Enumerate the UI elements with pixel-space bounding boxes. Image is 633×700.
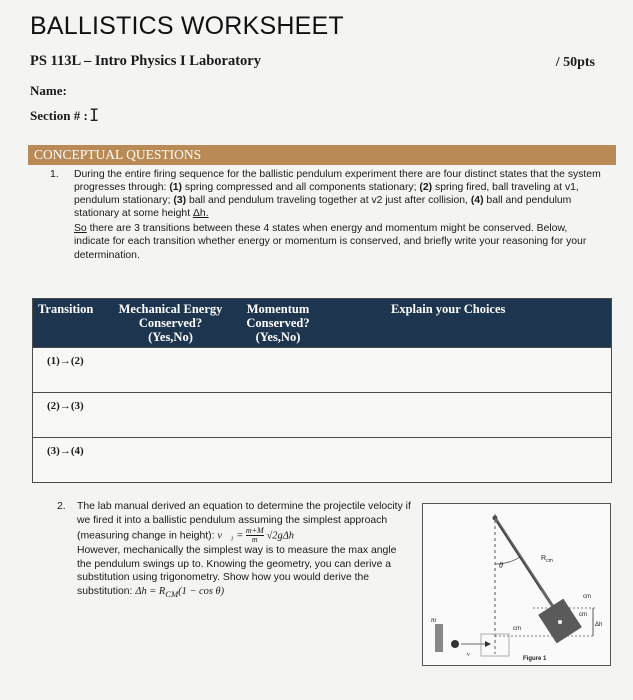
header-mechanical-energy [113, 302, 228, 344]
fraction-numerator: m+M [245, 526, 264, 536]
section-banner: CONCEPTUAL QUESTIONS [28, 145, 616, 165]
so-text: So [74, 223, 87, 235]
state-1-number: (1) [169, 182, 183, 194]
transition-label: (2)→(3) [47, 400, 84, 412]
transition-label: (3)→(4) [47, 445, 84, 457]
name-label: Name: [30, 83, 67, 98]
theta-label: θ [499, 561, 503, 570]
transition-instructions: there are 3 transitions between these 4 states when energy and momentum might be conserved. Below, indicate for each transition whether energy or momentum is conserved, and briefly write your reasoning for your determination. [74, 223, 587, 261]
table-row[interactable] [33, 347, 611, 392]
velocity-equation-lhs: v⃗₁ = [217, 530, 246, 542]
launcher-body [435, 624, 443, 652]
question-1 [50, 168, 605, 262]
table-row[interactable] [33, 437, 611, 482]
question-2-text-2 [77, 544, 412, 601]
state-3-text: ball and pendulum traveling together at v2 just after collision, [186, 195, 471, 207]
course-name: PS 113L – Intro Physics I Laboratory [30, 53, 261, 69]
header-explain: Explain your Choices [391, 302, 506, 316]
fraction-denominator: m [251, 535, 258, 545]
q1-intro-text: During the entire firing sequence for the ballistic pendulum experiment there are four distinct states that the system progresses through: [74, 169, 601, 194]
table-row[interactable] [33, 392, 611, 437]
header-momentum [238, 302, 318, 344]
mass-label: m [431, 616, 437, 624]
substitution-subscript: CM [165, 589, 179, 600]
velocity-equation-rhs: √2gΔh [266, 530, 294, 542]
pendulum-figure [422, 503, 611, 666]
header-mech-line3: (Yes,No) [148, 330, 193, 344]
radius-line [497, 522, 541, 590]
transition-label: (1)→(2) [47, 355, 84, 367]
pendulum-diagram [423, 504, 610, 665]
state-3-number: (3) [173, 195, 187, 207]
q2-line2: However, mechanically the simplest way is to measure the max angle the pendulum swings up to. Knowing the geometry, you can derive a substitution using trigonometry. Show how you would derive the substitution: [77, 545, 397, 597]
velocity-label: v [467, 652, 470, 658]
state-2-number: (2) [419, 182, 433, 194]
state-2-text: spring fired, ball traveling at v1, pendulum stationary; [74, 182, 579, 207]
state-4-text: ball and pendulum stationary at some height [74, 195, 572, 220]
question-2-text [77, 500, 412, 544]
table-header [33, 299, 611, 347]
question-2-number: 2. [57, 501, 66, 512]
worksheet-title: BALLISTICS WORKSHEET [30, 12, 344, 40]
cm-label-3: cm [513, 626, 521, 632]
header-mom-line2: Conserved? [246, 316, 310, 330]
velocity-arrowhead [485, 641, 491, 647]
state-4-number: (4) [470, 195, 484, 207]
substitution-tail: (1 − cos θ) [178, 585, 225, 597]
transitions-table [32, 298, 612, 483]
center-of-mass-dot [558, 620, 562, 624]
cm-label-1: cm [583, 594, 591, 600]
delta-h-label: Δh [595, 622, 603, 628]
section-label: Section # : [30, 108, 88, 123]
substitution-equation: Δh = R [135, 585, 166, 597]
header-mech-line2: Conserved? [138, 316, 203, 330]
total-points: / 50pts [555, 55, 595, 70]
state-1-text: spring compressed and all components stationary; [182, 182, 420, 194]
question-1-number: 1. [50, 169, 59, 180]
header-transition: Transition [38, 302, 94, 316]
header-mom-line1: Momentum [246, 302, 310, 316]
figure-caption: Figure 1 [523, 656, 547, 662]
header-mech-line1: Mechanical Energy [118, 302, 223, 316]
mass-fraction [246, 527, 264, 544]
question-1-paragraph-1 [74, 168, 605, 220]
delta-h-text: Δh. [192, 208, 209, 220]
question-1-paragraph-2 [74, 222, 605, 261]
header-mom-line3: (Yes,No) [255, 330, 301, 344]
q2-line1: The lab manual derived an equation to determine the projectile velocity if we fired it into a ballistic pendulum assuming the simplest approach (measuring change in height): [77, 501, 411, 542]
rcm-label: $R_{cm}$ [541, 555, 553, 564]
projectile-ball [451, 640, 459, 648]
cm-label-2: cm [579, 612, 587, 618]
text-cursor-icon: I [89, 106, 100, 126]
question-2 [57, 500, 412, 602]
